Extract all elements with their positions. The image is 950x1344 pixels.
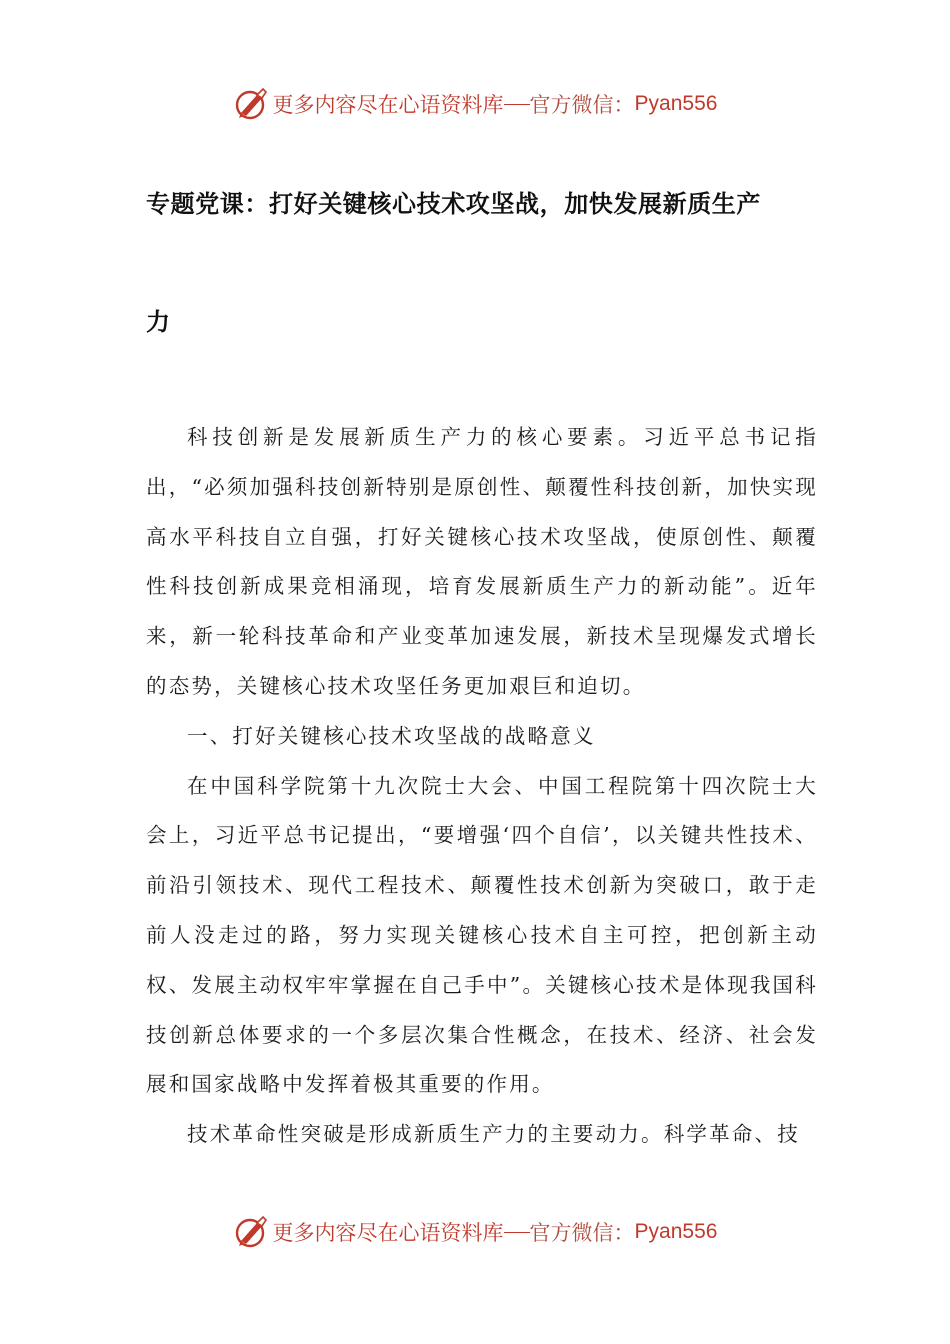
watermark-official-label: 官方微信： [529, 1221, 635, 1245]
document-title-line-2: 力 [146, 308, 171, 336]
watermark-official-label: 官方微信： [529, 93, 635, 117]
watermark-text: 更多内容尽在心语资料库 [272, 93, 504, 117]
watermark-wechat-id: Pyan556 [634, 92, 718, 115]
watermark-text: 更多内容尽在心语资料库 [272, 1221, 504, 1245]
document-body [146, 413, 818, 1160]
watermark-wechat-id: Pyan556 [634, 1220, 718, 1243]
section-heading-1: 一、打好关键核心技术攻坚战的战略意义 [187, 723, 596, 748]
pen-logo-icon [233, 1214, 269, 1250]
watermark-footer [0, 1212, 950, 1252]
watermark-header [0, 84, 950, 124]
watermark-dash [504, 1232, 530, 1233]
document-title-line-1: 专题党课：打好关键核心技术攻坚战，加快发展新质生产 [146, 190, 761, 218]
watermark-dash [504, 104, 530, 105]
paragraph-3: 技术革命性突破是形成新质生产力的主要动力。科学革命、技 [187, 1122, 800, 1147]
paragraph-1: 科技创新是发展新质生产力的核心要素。习近平总书记指出，“必须加强科技创新特别是原创性、颠覆性科技创新，加快实现高水平科技自立自强，打好关键核心技术攻坚战，使原创性、颠覆性科技创新成果竞相涌现，培育发展新质生产力的新动能”。近年来，新一轮科技革命和产业变革加速发展，新技术呈现爆发式增长的态势，关键核心技术攻坚任务更加艰巨和迫切。 [146, 425, 818, 698]
paragraph-2: 在中国科学院第十九次院士大会、中国工程院第十四次院士大会上，习近平总书记提出，“要增强‘四个自信’，以关键共性技术、前沿引领技术、现代工程技术、颠覆性技术创新为突破口，敢于走前人没走过的路，努力实现关键核心技术自主可控，把创新主动权、发展主动权牢牢掌握在自己手中”。关键核心技术是体现我国科技创新总体要求的一个多层次集合性概念，在技术、经济、社会发展和国家战略中发挥着极其重要的作用。 [146, 773, 818, 1097]
pen-logo-icon [233, 86, 269, 122]
